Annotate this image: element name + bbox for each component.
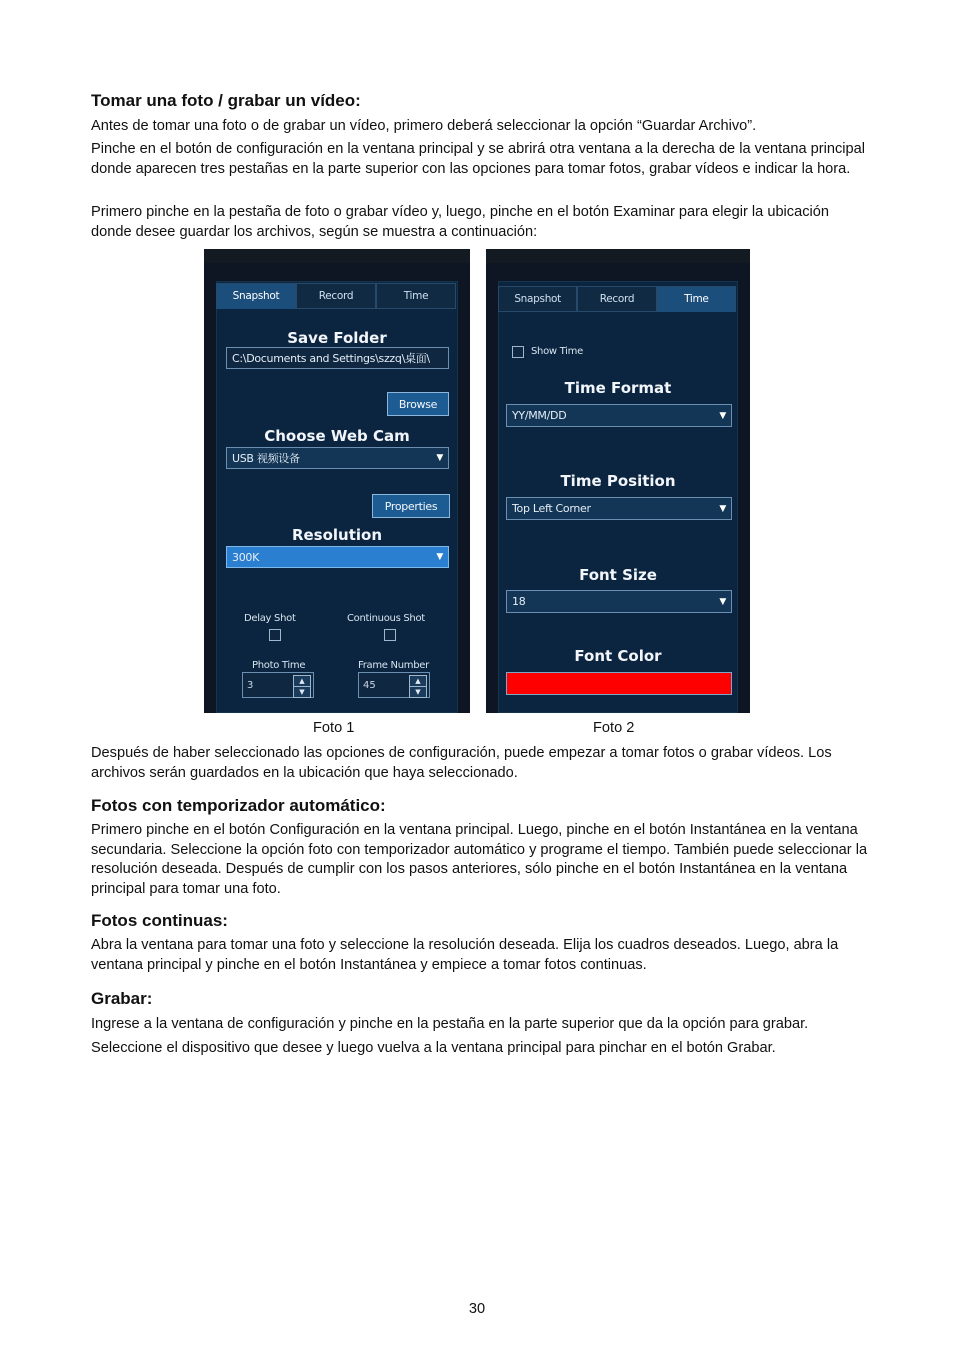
tab-record[interactable]: Record <box>577 286 656 312</box>
settings-tabs <box>498 286 736 312</box>
time-format-label: Time Format <box>564 379 672 397</box>
web-cam-label: Choose Web Cam <box>264 427 410 445</box>
frame-number-stepper[interactable] <box>358 672 430 698</box>
chevron-down-icon: ▼ <box>436 552 443 562</box>
font-size-value: 18 <box>512 595 526 608</box>
frame-number-value: 45 <box>363 679 376 691</box>
chevron-down-icon: ▼ <box>719 503 726 514</box>
stepper-up-icon[interactable]: ▲ <box>409 675 427 687</box>
resolution-label: Resolution <box>291 526 383 544</box>
tab-snapshot[interactable]: Snapshot <box>498 286 577 312</box>
continuous-shot-label: Continuous Shot <box>347 613 425 624</box>
screenshot-snapshot-settings <box>204 249 470 713</box>
paragraph-after-config: Después de haber seleccionado las opciones de configuración, puede empezar a tomar fotos o grabar vídeos. Los archivos serán guardados en la ubicación que haya seleccionado. <box>91 745 832 781</box>
show-time-checkbox[interactable] <box>512 346 524 358</box>
font-size-label: Font Size <box>579 566 657 584</box>
caption-photo-1: Foto 1 <box>313 720 355 736</box>
heading-continuous-photos: Fotos continuas: <box>91 911 228 930</box>
continuous-shot-checkbox[interactable] <box>384 629 396 641</box>
time-position-value: Top Left Corner <box>512 502 591 515</box>
delay-shot-label: Delay Shot <box>244 613 296 624</box>
show-time-label: Show Time <box>531 346 583 357</box>
photo-time-label: Photo Time <box>252 660 306 671</box>
properties-button[interactable]: Properties <box>372 494 450 518</box>
web-cam-value: USB 视频设备 <box>232 452 300 465</box>
chevron-down-icon: ▼ <box>436 453 443 463</box>
paragraph-record-1: Ingrese a la ventana de configuración y pinche en la pestaña en la parte superior que da la opción para grabar. <box>91 1016 809 1032</box>
paragraph-browse: Primero pinche en la pestaña de foto o grabar vídeo y, luego, pinche en el botón Examinar para elegir la ubicación donde desee guardar los archivos, según se muestra a continuación: <box>91 204 829 240</box>
chevron-down-icon: ▼ <box>719 410 726 421</box>
web-cam-select[interactable] <box>226 447 449 469</box>
window-top-bar <box>204 249 470 263</box>
screenshot-time-settings <box>486 249 750 713</box>
browse-button[interactable]: Browse <box>387 392 449 416</box>
photo-time-stepper[interactable] <box>242 672 314 698</box>
tab-snapshot[interactable]: Snapshot <box>216 283 296 309</box>
resolution-select[interactable] <box>226 546 449 568</box>
font-color-label: Font Color <box>574 647 662 665</box>
font-color-swatch[interactable] <box>506 672 732 695</box>
delay-shot-checkbox[interactable] <box>269 629 281 641</box>
chevron-down-icon: ▼ <box>719 596 726 607</box>
tab-time[interactable]: Time <box>657 286 736 312</box>
stepper-down-icon[interactable]: ▼ <box>409 686 427 698</box>
paragraph-continuous-photos: Abra la ventana para tomar una foto y seleccione la resolución deseada. Elija los cuadros deseados. Luego, abra la ventana principal y pinche en el botón Instantánea y empiece a tomar fotos continuas. <box>91 937 839 973</box>
font-size-select[interactable] <box>506 590 732 613</box>
tab-record[interactable]: Record <box>296 283 376 309</box>
photo-time-value: 3 <box>247 679 254 691</box>
paragraph-timer-photos: Primero pinche en el botón Configuración en la ventana principal. Luego, pinche en el botón Instantánea en la ventana secundaria. Seleccione la opción foto con temporizador automático y programe el tiempo. También puede seleccionar la resolución deseada. Después de cumplir con los pasos anteriores, sólo pinche en el botón Instantánea en la ventana principal para tomar una foto. <box>91 822 868 897</box>
frame-number-label: Frame Number <box>358 660 429 671</box>
stepper-down-icon[interactable]: ▼ <box>293 686 311 698</box>
settings-tabs <box>216 283 456 309</box>
paragraph-record-2: Seleccione el dispositivo que desee y luego vuelva a la ventana principal para pinchar en el botón Grabar. <box>91 1040 776 1056</box>
save-folder-label: Save Folder <box>287 329 387 347</box>
heading-record: Grabar: <box>91 989 153 1008</box>
save-folder-input[interactable]: C:\Documents and Settings\szzq\桌面\ <box>226 347 449 369</box>
resolution-value: 300K <box>232 550 260 564</box>
paragraph-intro: Antes de tomar una foto o de grabar un vídeo, primero deberá seleccionar la opción “Guardar Archivo”. <box>91 118 757 134</box>
time-format-select[interactable] <box>506 404 732 427</box>
tab-time[interactable]: Time <box>376 283 456 309</box>
time-position-label: Time Position <box>560 472 676 490</box>
heading-timer-photos: Fotos con temporizador automático: <box>91 796 386 815</box>
page-number: 30 <box>468 1301 486 1317</box>
stepper-up-icon[interactable]: ▲ <box>293 675 311 687</box>
caption-photo-2: Foto 2 <box>593 720 635 736</box>
heading-take-photo: Tomar una foto / grabar un vídeo: <box>91 91 361 110</box>
time-position-select[interactable] <box>506 497 732 520</box>
window-top-bar <box>486 249 750 263</box>
time-format-value: YY/MM/DD <box>512 409 567 422</box>
paragraph-config: Pinche en el botón de configuración en la ventana principal y se abrirá otra ventana a la derecha de la ventana principal donde aparecen tres pestañas en la parte superior con las opciones para tomar fotos, grabar vídeos e indicar la hora. <box>91 141 865 177</box>
